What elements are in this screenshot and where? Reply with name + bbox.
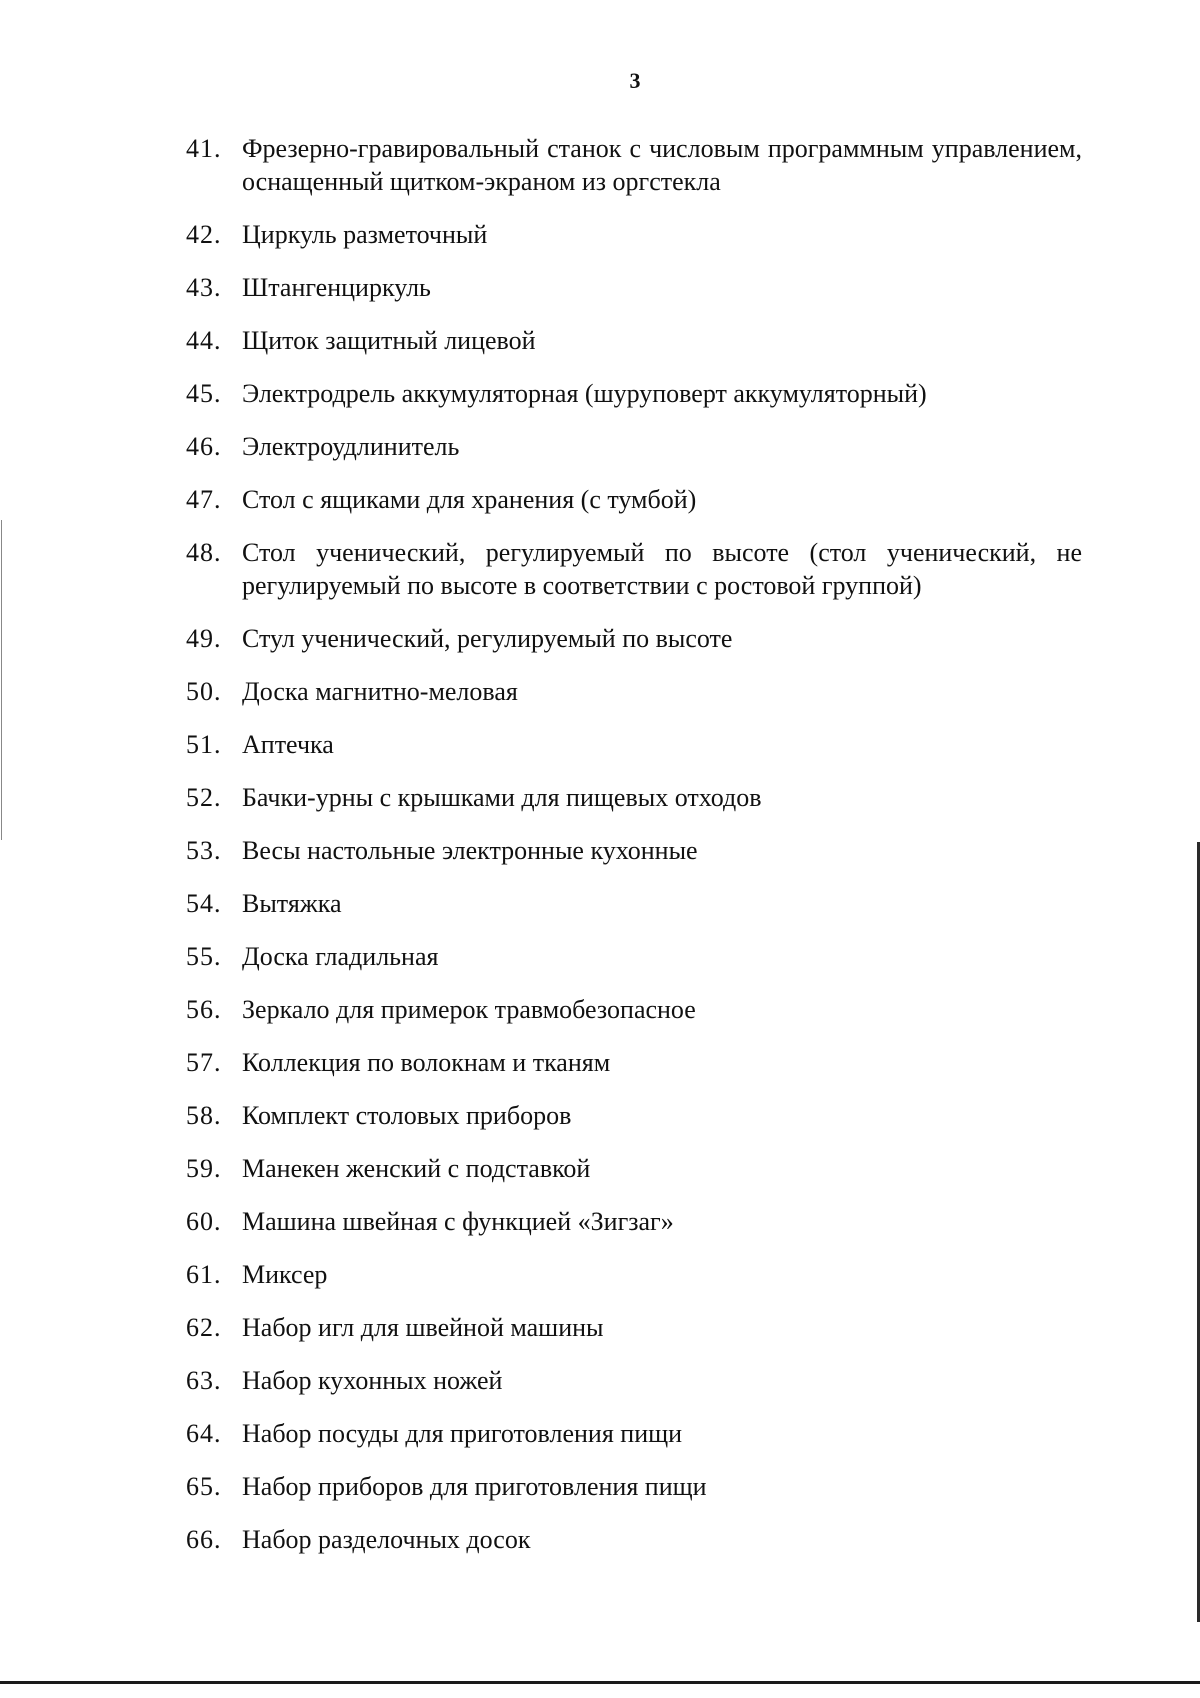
item-number: 50. [186, 677, 222, 706]
item-number: 62. [186, 1313, 222, 1342]
item-text: Стол ученический, регулируемый по высоте (стол ученический, не регулируемый по высоте в соответствии с ростовой группой) [242, 538, 1082, 600]
item-number: 47. [186, 485, 222, 514]
list-item [186, 430, 1082, 463]
page-number: 3 [629, 68, 641, 93]
list-item [186, 622, 1082, 655]
list-item [186, 887, 1082, 920]
item-number: 60. [186, 1207, 222, 1236]
item-number: 66. [186, 1525, 222, 1554]
item-number: 49. [186, 624, 222, 653]
list-item [186, 536, 1082, 602]
list-item [186, 218, 1082, 251]
list-item [186, 483, 1082, 516]
list-item [186, 324, 1082, 357]
item-text: Штангенциркуль [242, 273, 431, 302]
list-item [186, 271, 1082, 304]
item-number: 65. [186, 1472, 222, 1501]
item-number: 58. [186, 1101, 222, 1130]
item-text: Зеркало для примерок травмобезопасное [242, 995, 696, 1024]
scan-edge-bottom [0, 1681, 1200, 1684]
item-number: 63. [186, 1366, 222, 1395]
item-number: 55. [186, 942, 222, 971]
item-text: Вытяжка [242, 889, 342, 918]
list-item [186, 1099, 1082, 1132]
item-text: Доска гладильная [242, 942, 439, 971]
list-item [186, 1258, 1082, 1291]
item-text: Щиток защитный лицевой [242, 326, 536, 355]
item-text: Набор приборов для приготовления пищи [242, 1472, 707, 1501]
item-number: 46. [186, 432, 222, 461]
item-number: 43. [186, 273, 222, 302]
list-item [186, 834, 1082, 867]
item-text: Машина швейная с функцией «Зигзаг» [242, 1207, 674, 1236]
list-item [186, 1152, 1082, 1185]
list-item [186, 728, 1082, 761]
item-number: 64. [186, 1419, 222, 1448]
list-item [186, 1523, 1082, 1556]
item-number: 45. [186, 379, 222, 408]
item-number: 48. [186, 538, 222, 567]
list-item [186, 675, 1082, 708]
item-number: 53. [186, 836, 222, 865]
list-item [186, 1364, 1082, 1397]
item-text: Весы настольные электронные кухонные [242, 836, 698, 865]
item-number: 57. [186, 1048, 222, 1077]
item-text: Миксер [242, 1260, 328, 1289]
item-text: Циркуль разметочный [242, 220, 488, 249]
list-item [186, 1046, 1082, 1079]
item-text: Аптечка [242, 730, 334, 759]
item-number: 54. [186, 889, 222, 918]
list-item [186, 940, 1082, 973]
item-text: Набор игл для швейной машины [242, 1313, 604, 1342]
item-text: Набор разделочных досок [242, 1525, 531, 1554]
scan-mark-left [1, 520, 2, 840]
item-number: 56. [186, 995, 222, 1024]
list-item [186, 781, 1082, 814]
item-text: Фрезерно-гравировальный станок с числовым программным управлением, оснащенный щитком-экраном из оргстекла [242, 134, 1082, 196]
equipment-list [186, 132, 1082, 1576]
list-item [186, 377, 1082, 410]
item-text: Стол с ящиками для хранения (с тумбой) [242, 485, 697, 514]
item-text: Набор посуды для приготовления пищи [242, 1419, 683, 1448]
list-item [186, 1205, 1082, 1238]
item-number: 52. [186, 783, 222, 812]
list-item [186, 1311, 1082, 1344]
item-text: Стул ученический, регулируемый по высоте [242, 624, 733, 653]
list-item [186, 132, 1082, 198]
item-text: Манекен женский с подставкой [242, 1154, 591, 1183]
list-item [186, 993, 1082, 1026]
item-number: 41. [186, 134, 222, 163]
item-number: 42. [186, 220, 222, 249]
item-text: Набор кухонных ножей [242, 1366, 503, 1395]
item-number: 61. [186, 1260, 222, 1289]
list-item [186, 1417, 1082, 1450]
item-text: Доска магнитно-меловая [242, 677, 518, 706]
item-number: 44. [186, 326, 222, 355]
list-item [186, 1470, 1082, 1503]
item-text: Электродрель аккумуляторная (шуруповерт аккумуляторный) [242, 379, 927, 408]
item-text: Бачки-урны с крышками для пищевых отходов [242, 783, 762, 812]
item-text: Электроудлинитель [242, 432, 460, 461]
item-number: 51. [186, 730, 222, 759]
item-number: 59. [186, 1154, 222, 1183]
item-text: Комплект столовых приборов [242, 1101, 572, 1130]
item-text: Коллекция по волокнам и тканям [242, 1048, 611, 1077]
